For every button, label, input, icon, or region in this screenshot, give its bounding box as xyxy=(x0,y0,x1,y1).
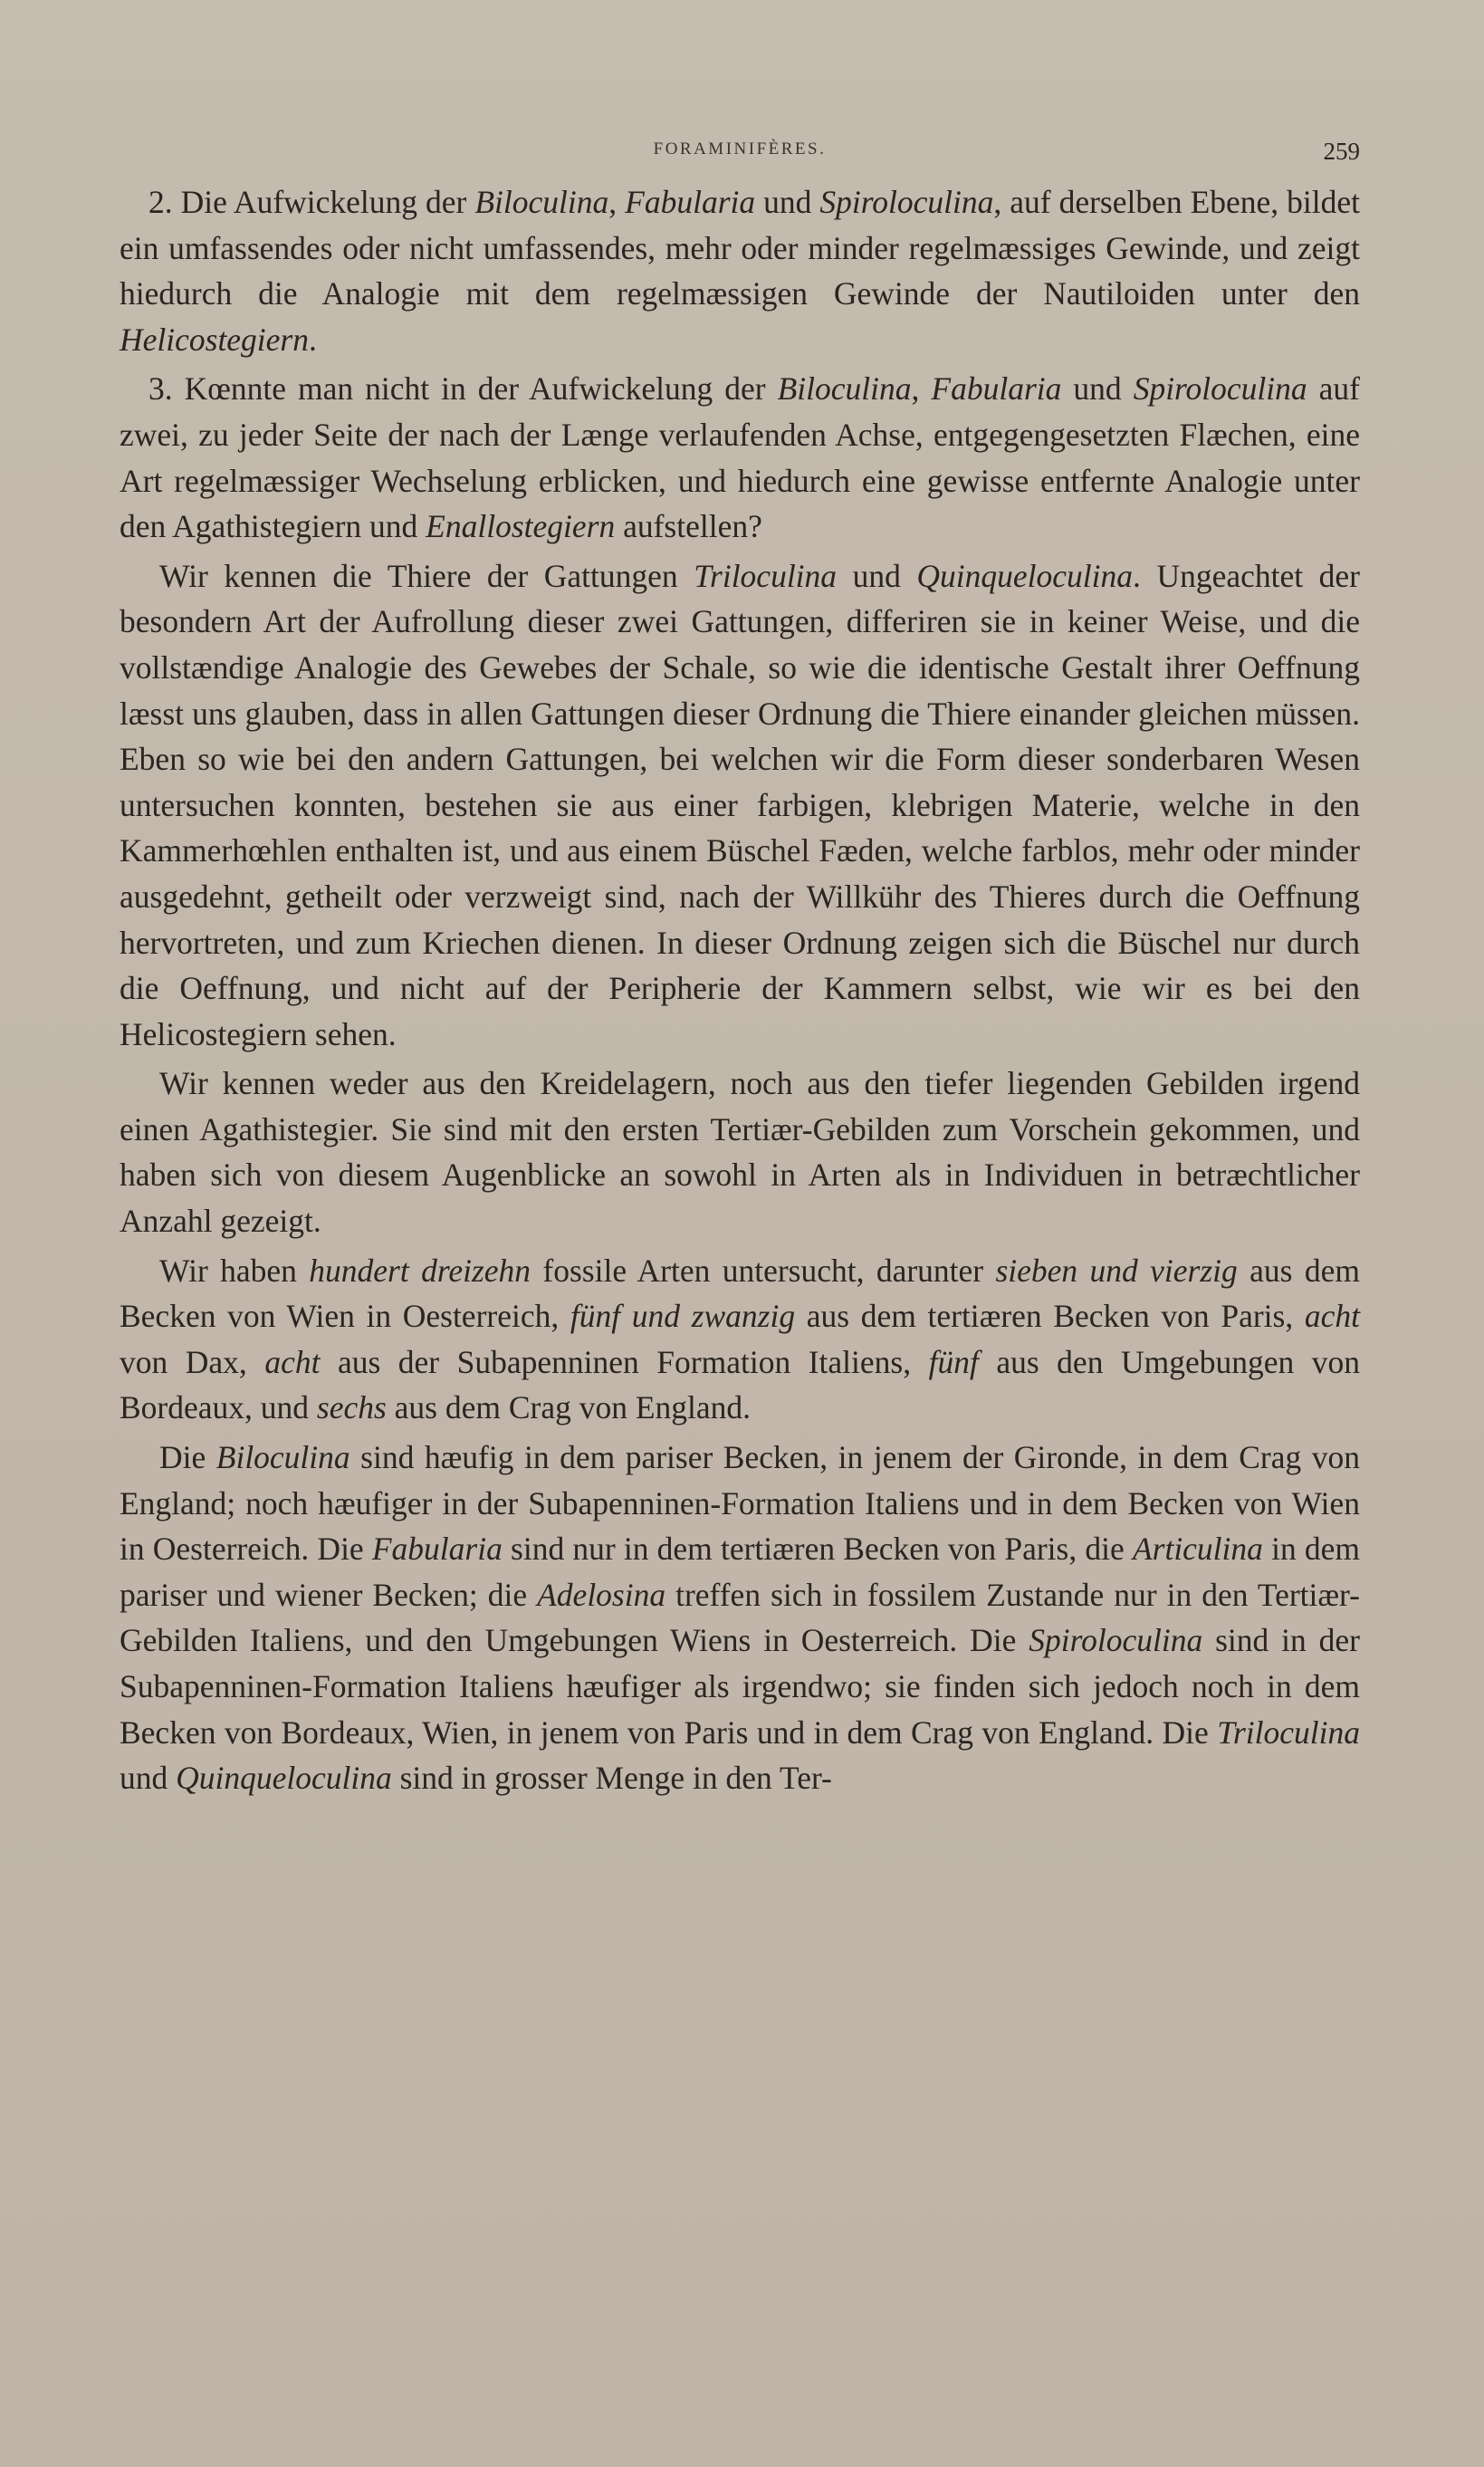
text-run: von Dax, xyxy=(120,1343,265,1380)
italic-term: Helicostegiern xyxy=(120,321,309,358)
italic-term: Triloculina xyxy=(694,557,838,594)
text-run: und xyxy=(1061,370,1134,408)
text-run: , xyxy=(911,370,932,408)
paragraph-point-3 xyxy=(120,366,1360,549)
text-run: . xyxy=(309,321,317,358)
text-run: sind in der Subapenninen-Formation Italiens hæufiger als irgendwo; sie finden sich jedoch noch in dem Becken von Bordeaux, Wien, in jenem von Paris und in dem Crag von England. Die xyxy=(120,1622,1361,1751)
italic-term: Fabularia xyxy=(931,370,1062,408)
paragraph-occurrence xyxy=(120,1061,1360,1243)
paragraph-animals xyxy=(120,553,1360,1058)
text-run: sind hæufig in dem pariser Becken, in jenem der Gironde, in dem Crag von England; noch hæufiger in der Subapenninen-Formation Italiens und in dem Becken von Wien in Oesterreich. Die xyxy=(120,1439,1360,1568)
italic-term: hundert dreizehn xyxy=(309,1252,531,1289)
italic-term: Spiroloculina xyxy=(1133,370,1307,408)
text-run: sind in grosser Menge in den Ter- xyxy=(391,1760,832,1797)
italic-term: acht xyxy=(264,1343,321,1380)
text-run: . Ungeachtet der besondern Art der Aufrollung dieser zwei Gattungen, differiren sie in keiner Weise, und die vollstændige Analogie des Gewebes der Schale, so wie die identische Gestalt ihrer Oeffnung læsst uns glauben, dass in allen Gattungen dieser Ordnung die Thiere einander gleichen müssen. Eben so wie bei den andern Gattungen, bei welchen wir die Form dieser sonderbaren Wesen untersuchen konnten, bestehen sie aus einer farbigen, klebrigen Materie, welche in den Kammerhœhlen enthalten ist, und aus einem Büschel Fæden, welche farblos, mehr oder minder ausgedehnt, getheilt oder verzweigt sind, nach der Willkühr des Thieres durch die Oeffnung hervortreten, und zum Kriechen dienen. In dieser Ordnung zeigen sich die Büschel nur durch die Oeffnung, und nicht auf der Peripherie der Kammern selbst, wie wir es bei den Helicostegiern sehen. xyxy=(120,557,1360,1052)
text-run: und xyxy=(755,184,820,220)
italic-term: Spiroloculina xyxy=(819,184,994,220)
text-run: aus dem Becken von Wien in Oesterreich, xyxy=(120,1252,1360,1335)
italic-term: Quinqueloculina xyxy=(176,1760,392,1797)
page-number: 259 xyxy=(1323,138,1360,165)
italic-term: Enallostegiern xyxy=(426,508,616,545)
italic-term: acht xyxy=(1304,1298,1360,1335)
running-head xyxy=(120,134,1360,170)
italic-term: Fabularia xyxy=(371,1531,503,1568)
text-run: sind nur in dem tertiæren Becken von Paris, die xyxy=(502,1531,1133,1568)
text-run: auf zwei, zu jeder Seite der nach der Længe verlaufenden Achse, entgegengesetzten Flæchen, eine Art regelmæssiger Wechselung erblicken, und hiedurch eine gewisse entfernte Analogie unter den Agathistegiern und xyxy=(120,370,1360,545)
running-title: FORAMINIFÈRES. xyxy=(653,139,827,158)
italic-term: fünf und zwanzig xyxy=(570,1298,796,1335)
text-run: , xyxy=(608,184,626,220)
paragraph-distribution xyxy=(120,1435,1360,1801)
text-run: und xyxy=(837,557,917,594)
text-run: aus der Subapenninen Formation Italiens, xyxy=(320,1343,929,1380)
text-run: aufstellen? xyxy=(615,508,762,545)
italic-term: Biloculina xyxy=(474,184,609,220)
body-text xyxy=(120,179,1360,1805)
text-run: und xyxy=(120,1760,177,1797)
text-run: Die xyxy=(159,1439,216,1476)
text-run: , auf derselben Ebene, bildet ein umfassendes oder nicht umfassendes, mehr oder minder regelmæssiges Gewinde, und zeigt hiedurch die Analogie mit dem regelmæssigen Gewinde der Nautiloiden unter den xyxy=(120,184,1361,312)
italic-term: Quinqueloculina xyxy=(916,557,1134,594)
italic-term: sechs xyxy=(316,1389,387,1426)
paragraph-species-count xyxy=(120,1248,1360,1431)
paragraph-point-2 xyxy=(120,179,1360,362)
text-run: Wir haben xyxy=(159,1252,310,1289)
text-run: aus dem tertiæren Becken von Paris, xyxy=(795,1298,1305,1335)
italic-term: Biloculina xyxy=(215,1439,350,1476)
italic-term: Adelosina xyxy=(537,1576,666,1613)
text-run: in dem pariser und wiener Becken; die xyxy=(120,1531,1361,1613)
italic-term: Articulina xyxy=(1132,1531,1263,1568)
italic-term: sieben und vierzig xyxy=(995,1252,1238,1289)
text-run: aus dem Crag von England. xyxy=(386,1389,752,1426)
text-run: 2. Die Aufwickelung der xyxy=(148,184,475,220)
text-run: treffen sich in fossilem Zustande nur in den Tertiær-Gebilden Italiens, und den Umgebungen Wiens in Oesterreich. Die xyxy=(120,1576,1360,1659)
text-run: Wir kennen die Thiere der Gattungen xyxy=(159,557,694,594)
italic-term: Spiroloculina xyxy=(1029,1622,1203,1659)
italic-term: Triloculina xyxy=(1217,1713,1360,1751)
italic-term: Fabularia xyxy=(625,184,756,220)
text-run: aus den Umgebungen von Bordeaux, und xyxy=(120,1343,1360,1426)
text-run: Wir kennen weder aus den Kreidelagern, noch aus den tiefer liegenden Gebilden irgend einen Agathistegier. Sie sind mit den ersten Tertiær-Gebilden zum Vorschein gekommen, und haben sich von diesem Augenblicke an sowohl in Arten als in Individuen in betræchtlicher Anzahl gezeigt. xyxy=(120,1065,1360,1240)
italic-term: fünf xyxy=(928,1343,979,1380)
text-run: 3. Kœnnte man nicht in der Aufwickelung der xyxy=(148,370,778,408)
italic-term: Biloculina xyxy=(777,370,912,408)
text-run: fossile Arten untersucht, darunter xyxy=(531,1252,996,1289)
